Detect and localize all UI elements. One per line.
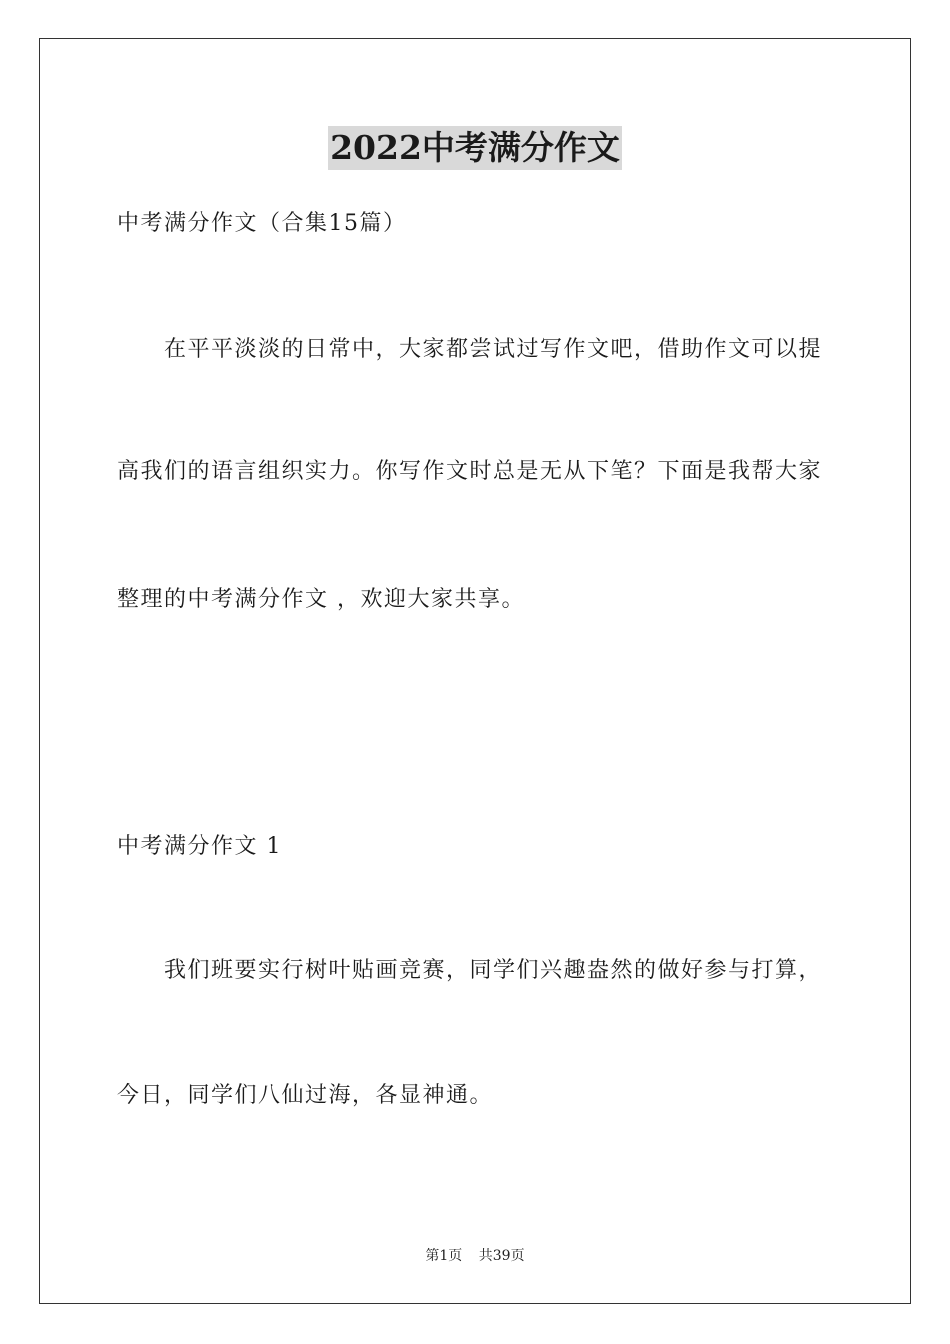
document-subtitle: 中考满分作文（合集15篇） xyxy=(117,211,407,236)
page-total: 共39页 xyxy=(478,1248,525,1264)
section1-line-2: 今日，同学们八仙过海，各显神通。 xyxy=(117,1083,494,1108)
intro-line-2: 高我们的语言组织实力。你写作文时总是无从下笔？下面是我帮大家 xyxy=(117,459,823,484)
intro-line-3: 整理的中考满分作文 ，欢迎大家共享。 xyxy=(117,587,525,612)
intro-line-1: 在平平淡淡的日常中，大家都尝试过写作文吧，借助作文可以提 xyxy=(164,337,823,362)
title-container xyxy=(0,126,950,170)
section-heading-1: 中考满分作文 1 xyxy=(117,834,282,859)
page-number: 第1页 xyxy=(425,1248,463,1264)
document-title: 2022中考满分作文 xyxy=(328,126,622,170)
section1-line-1: 我们班要实行树叶贴画竞赛，同学们兴趣盎然的做好参与打算， xyxy=(164,958,823,983)
page-footer xyxy=(0,1246,950,1266)
